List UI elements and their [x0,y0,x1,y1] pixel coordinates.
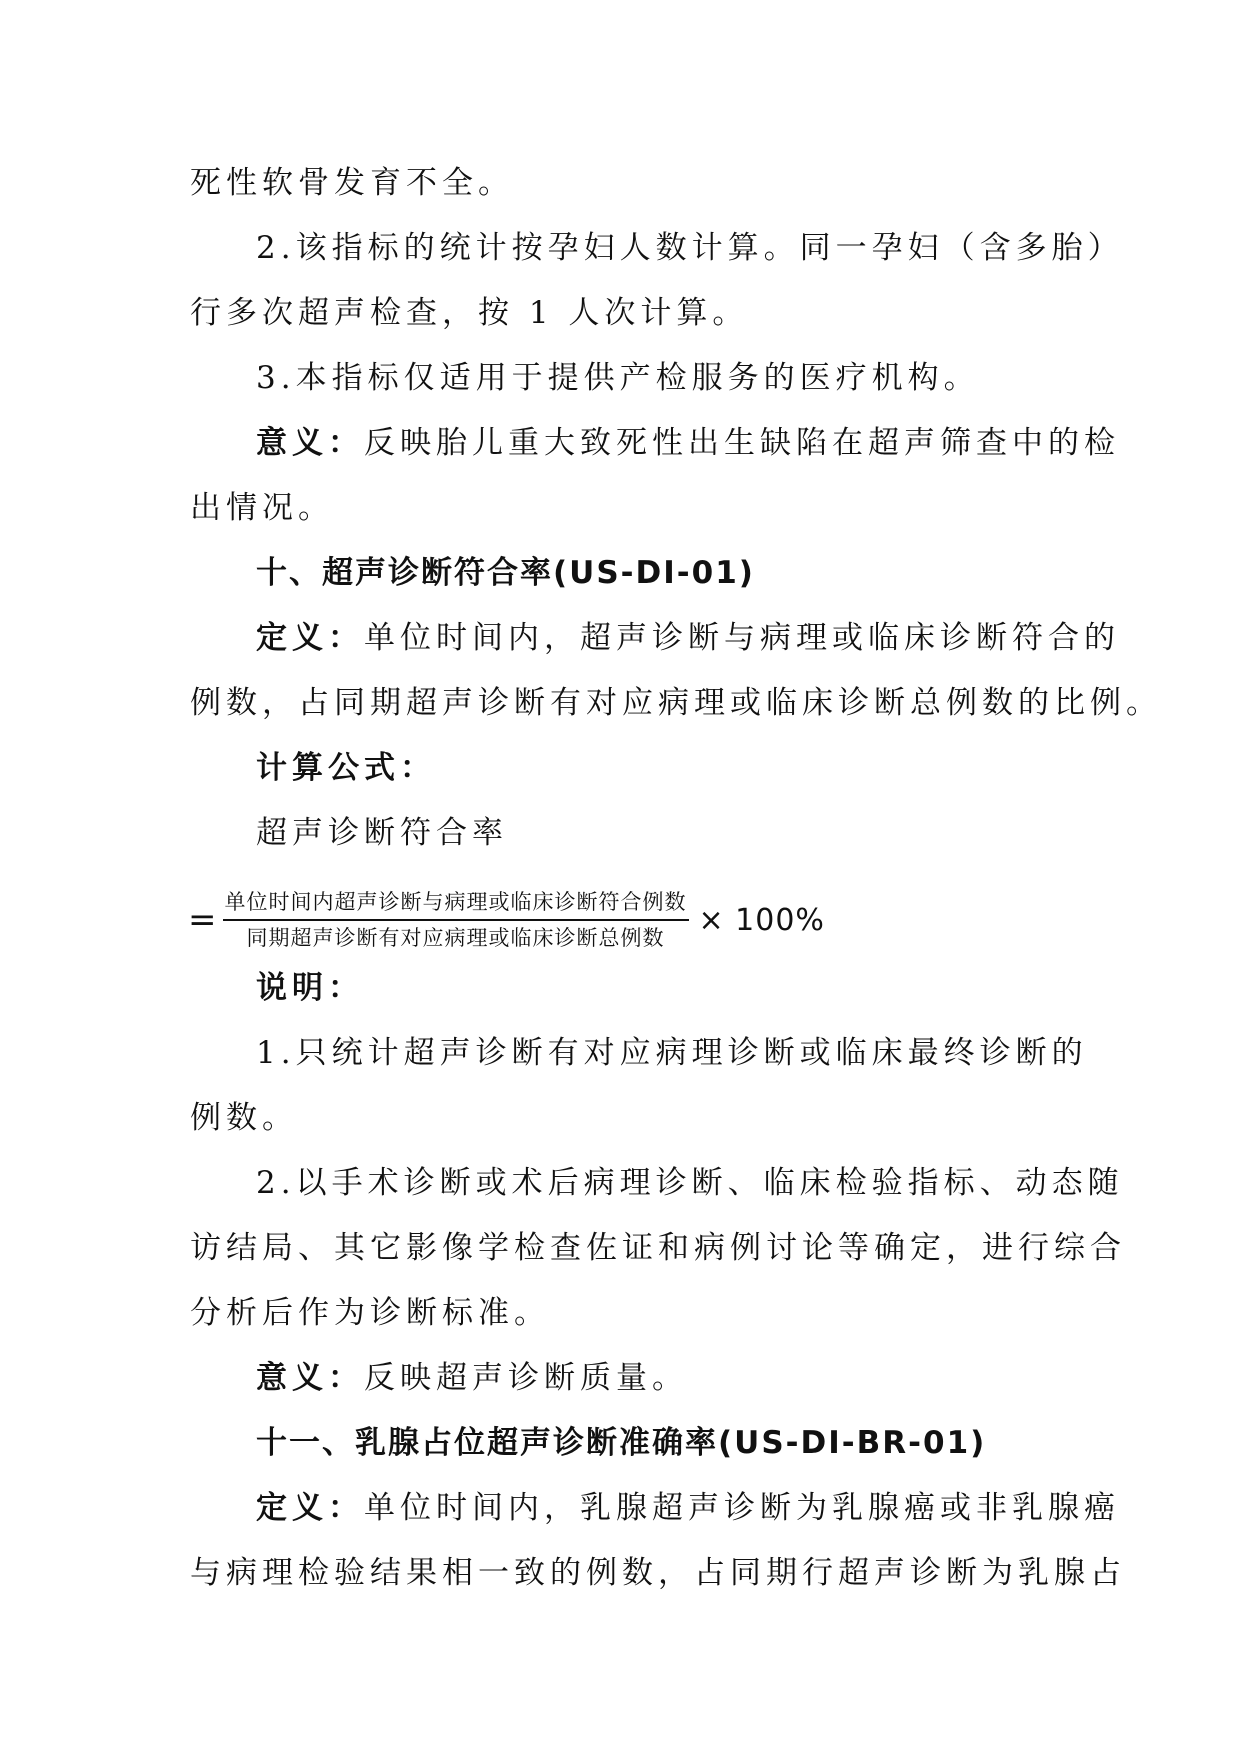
bold-label: 定义： [256,620,364,656]
paragraph-line [256,423,1120,463]
paragraph-line [190,1098,298,1138]
paragraph-line [256,968,364,1008]
paragraph-line [190,1228,1126,1268]
paragraph-line [256,228,1124,268]
paragraph-line [256,1488,1120,1528]
line-text: 例数，占同期超声诊断有对应病理或临床诊断总例数的比例。 [190,685,1162,721]
paragraph-line [256,1033,1088,1073]
bold-label: 意义： [256,425,364,461]
line-text: 分析后作为诊断标准。 [190,1295,550,1331]
line-text: 行多次超声检查，按 1 人次计算。 [190,295,749,331]
line-text: 2.以手术诊断或术后病理诊断、临床检验指标、动态随 [256,1165,1124,1201]
heading-text: 十、超声诊断符合率(US-DI-01) [256,555,755,591]
bold-label: 计算公式： [256,750,436,786]
paragraph-line [190,293,748,333]
paragraph-line [256,813,508,853]
paragraph-line [256,358,980,398]
line-text: 单位时间内，乳腺超声诊断为乳腺癌或非乳腺癌 [364,1490,1120,1526]
bold-label: 意义： [256,1360,364,1396]
equals-sign: = [188,900,217,940]
section-heading [256,1423,986,1463]
heading-text: 十一、乳腺占位超声诊断准确率(US-DI-BR-01) [256,1425,987,1461]
paragraph-line [190,1293,550,1333]
paragraph-line [190,488,334,528]
line-text: 单位时间内，超声诊断与病理或临床诊断符合的 [364,620,1120,656]
formula [188,880,825,960]
paragraph-line [256,1163,1124,1203]
fraction-denominator: 同期超声诊断有对应病理或临床诊断总例数 [246,926,665,950]
paragraph-line [256,618,1120,658]
line-text: 反映胎儿重大致死性出生缺陷在超声筛查中的检 [364,425,1120,461]
percent-multiplier: × 100% [698,902,825,938]
line-text: 死性软骨发育不全。 [190,165,514,201]
line-text: 1.只统计超声诊断有对应病理诊断或临床最终诊断的 [256,1035,1088,1071]
line-text: 访结局、其它影像学检查佐证和病例讨论等确定，进行综合 [190,1230,1126,1266]
line-text: 2.该指标的统计按孕妇人数计算。同一孕妇（含多胎） [256,230,1124,266]
line-text: 3.本指标仅适用于提供产检服务的医疗机构。 [256,360,980,396]
line-text: 超声诊断符合率 [256,815,508,851]
line-text: 出情况。 [190,490,334,526]
bold-label: 定义： [256,1490,364,1526]
line-text: 反映超声诊断质量。 [364,1360,688,1396]
paragraph-line [190,163,514,203]
line-text: 与病理检验结果相一致的例数，占同期行超声诊断为乳腺占 [190,1555,1126,1591]
section-heading [256,553,755,593]
fraction-numerator: 单位时间内超声诊断与病理或临床诊断符合例数 [223,887,689,921]
paragraph-line [190,683,1162,723]
bold-label: 说明： [256,970,364,1006]
fraction [223,887,689,953]
paragraph-line [256,1358,688,1398]
line-text: 例数。 [190,1100,298,1136]
paragraph-line [190,1553,1126,1593]
paragraph-line [256,748,436,788]
